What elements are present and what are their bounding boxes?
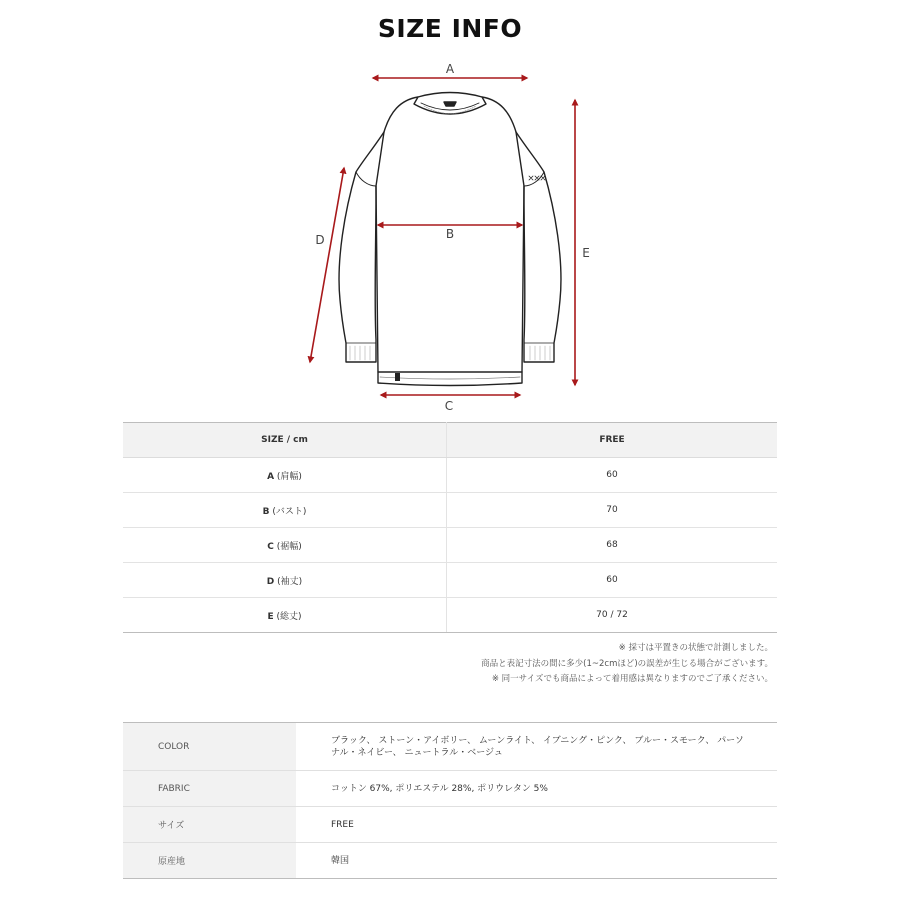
product-info-table xyxy=(123,722,777,879)
size-table xyxy=(123,422,777,633)
table-row xyxy=(123,843,777,879)
table-row xyxy=(123,598,777,633)
size-column-header: SIZE / cm xyxy=(123,423,447,458)
label-e: E xyxy=(582,246,590,260)
size-key-cell xyxy=(123,563,447,598)
size-key: B xyxy=(262,506,270,517)
size-key-sub: (総丈) xyxy=(276,611,302,622)
table-row xyxy=(123,771,777,807)
label-b: B xyxy=(445,227,455,241)
info-value-color: ブラック、 ストーン・アイボリー、 ムーンライト、 イブニング・ピンク、 ブルー・スモーク、 パーソナル・ネイビー、 ニュートラル・ベージュ xyxy=(296,723,777,771)
size-key-cell xyxy=(123,598,447,633)
size-key-cell xyxy=(123,458,447,493)
size-value: 68 xyxy=(447,528,778,563)
info-value-origin: 韓国 xyxy=(296,843,777,879)
size-value: 60 xyxy=(447,458,778,493)
size-key-sub: (袖丈) xyxy=(277,576,303,587)
size-value: 70 xyxy=(447,493,778,528)
info-label-color: COLOR xyxy=(123,723,296,771)
size-value: 70 / 72 xyxy=(447,598,778,633)
info-value-size: FREE xyxy=(296,807,777,843)
label-d: D xyxy=(315,233,325,247)
size-key: E xyxy=(267,611,274,622)
size-value: 60 xyxy=(447,563,778,598)
table-row xyxy=(123,528,777,563)
sweatshirt-diagram xyxy=(0,0,900,420)
table-row xyxy=(123,807,777,843)
table-row xyxy=(123,493,777,528)
label-a: A xyxy=(445,62,455,76)
page-title: SIZE INFO xyxy=(377,14,523,43)
size-table-header xyxy=(123,423,777,458)
size-key-sub: (肩幅) xyxy=(276,471,302,482)
info-label-fabric: FABRIC xyxy=(123,771,296,807)
measurement-notes xyxy=(481,641,773,688)
size-key-sub: (裾幅) xyxy=(276,541,302,552)
label-c: C xyxy=(444,399,454,413)
free-column-header: FREE xyxy=(447,423,778,458)
table-row xyxy=(123,563,777,598)
info-label-origin: 原産地 xyxy=(123,843,296,879)
info-label-size: サイズ xyxy=(123,807,296,843)
table-row xyxy=(123,458,777,493)
info-value-fabric: コットン 67%, ポリエステル 28%, ポリウレタン 5% xyxy=(296,771,777,807)
size-key: C xyxy=(267,541,274,552)
size-key-sub: (バスト) xyxy=(272,506,307,517)
size-key: D xyxy=(266,576,275,587)
size-key-cell xyxy=(123,493,447,528)
size-key-cell xyxy=(123,528,447,563)
note-line: ※ 同一サイズでも商品によって着用感は異なりますのでご了承ください。 xyxy=(491,674,773,684)
note-line: ※ 採寸は平置きの状態で計測しました。 xyxy=(618,643,773,653)
note-line: 商品と表記寸法の間に多少(1~2cmほど)の誤差が生じる場合がございます。 xyxy=(481,658,773,669)
table-row xyxy=(123,723,777,771)
size-key: A xyxy=(267,471,275,482)
